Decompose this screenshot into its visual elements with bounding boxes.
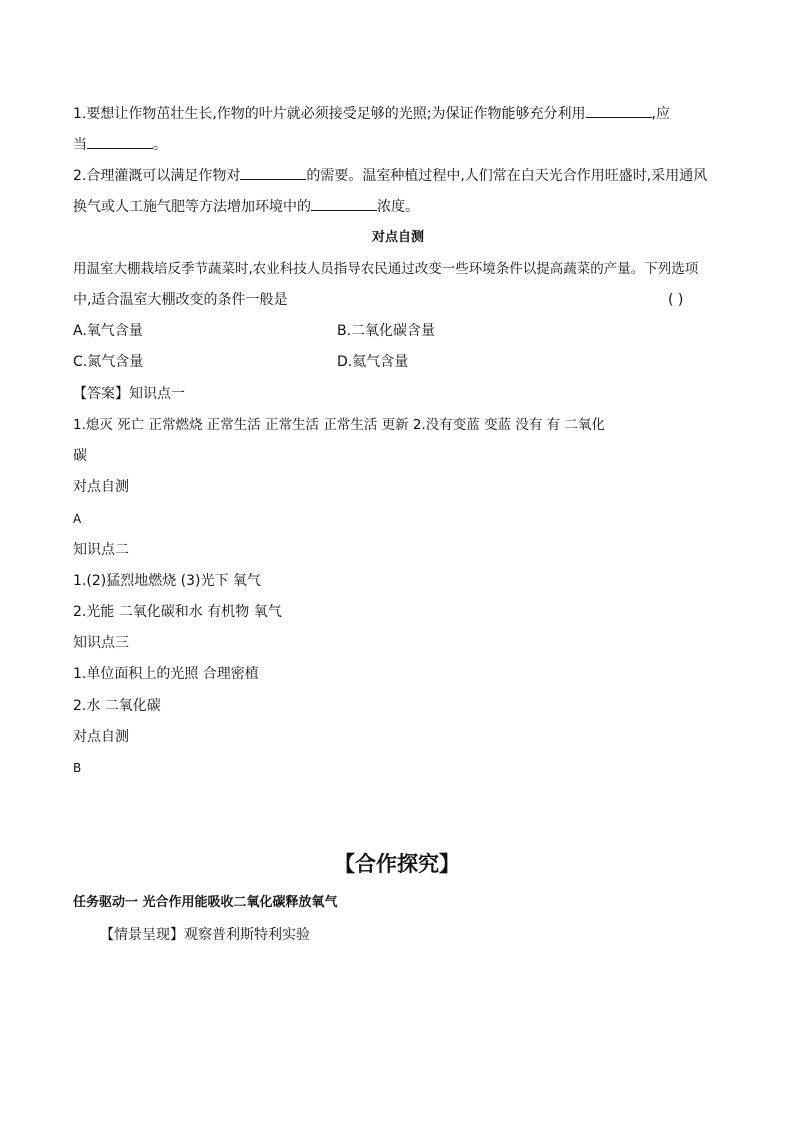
fill-question-1 bbox=[73, 103, 723, 124]
option-c[interactable]: C.氮气含量 bbox=[73, 354, 144, 370]
fill-question-2 bbox=[73, 165, 723, 186]
q1-text-4: 。 bbox=[153, 137, 167, 153]
answer-blank[interactable] bbox=[311, 196, 377, 211]
q2-text-2: 的需要。温室种植过程中,人们常在白天光合作用旺盛时,采用通风 bbox=[306, 168, 708, 184]
self-test-title: 对点自测 bbox=[371, 230, 424, 245]
self-test-label-2: 对点自测 bbox=[73, 729, 129, 745]
task-driver-1: 任务驱动一 光合作用能吸收二氧化碳释放氧气 bbox=[73, 895, 338, 910]
self-test-label-1: 对点自测 bbox=[73, 479, 129, 495]
knowledge-2-line-1: 1.(2)猛烈地燃烧 (3)光下 氧气 bbox=[73, 573, 261, 589]
self-test-question-line-1: 用温室大棚栽培反季节蔬菜时,农业科技人员指导农民通过改变一些环境条件以提高蔬菜的产量。下列选项 bbox=[73, 261, 699, 277]
q2-text-1: 2.合理灌溉可以满足作物对 bbox=[73, 168, 241, 184]
scenario-label: 【情景呈现】观察普利斯特利实验 bbox=[100, 927, 310, 943]
knowledge-2-title: 知识点二 bbox=[73, 542, 129, 558]
answer-blank[interactable] bbox=[240, 165, 306, 180]
option-d[interactable]: D.氦气含量 bbox=[337, 354, 409, 370]
answer-parentheses[interactable]: ( ) bbox=[668, 292, 684, 308]
knowledge-3-line-2: 2.水 二氧化碳 bbox=[73, 698, 161, 714]
knowledge-2-line-2: 2.光能 二氧化碳和水 有机物 氧气 bbox=[73, 604, 282, 620]
answer-blank[interactable] bbox=[586, 103, 652, 118]
q2-text-4: 浓度。 bbox=[377, 199, 419, 215]
fill-question-1-cont bbox=[73, 134, 723, 155]
self-test-answer-2: B bbox=[73, 761, 82, 775]
section-heading: 【合作探究】 bbox=[334, 852, 460, 876]
knowledge-1-answers-cont: 碳 bbox=[73, 448, 87, 464]
answer-header: 【答案】知识点一 bbox=[73, 386, 185, 402]
option-a[interactable]: A.氧气含量 bbox=[73, 323, 143, 339]
self-test-question-line-2: 中,适合温室大棚改变的条件一般是 bbox=[73, 292, 288, 308]
q1-text-2: ,应 bbox=[651, 106, 670, 122]
knowledge-3-line-1: 1.单位面积上的光照 合理密植 bbox=[73, 666, 259, 682]
q1-text-1: 1.要想让作物茁壮生长,作物的叶片就必须接受足够的光照;为保证作物能够充分利用 bbox=[73, 106, 586, 122]
knowledge-3-title: 知识点三 bbox=[73, 635, 129, 651]
answer-blank[interactable] bbox=[87, 134, 153, 149]
q1-text-3: 当 bbox=[73, 137, 87, 153]
fill-question-2-cont bbox=[73, 196, 723, 217]
self-test-answer-1: A bbox=[73, 512, 82, 526]
q2-text-3: 换气或人工施气肥等方法增加环境中的 bbox=[73, 199, 311, 215]
option-b[interactable]: B.二氧化碳含量 bbox=[337, 323, 436, 339]
knowledge-1-answers: 1.熄灭 死亡 正常燃烧 正常生活 正常生活 正常生活 更新 2.没有变蓝 变蓝 没有 有 二氧化 bbox=[73, 417, 605, 433]
